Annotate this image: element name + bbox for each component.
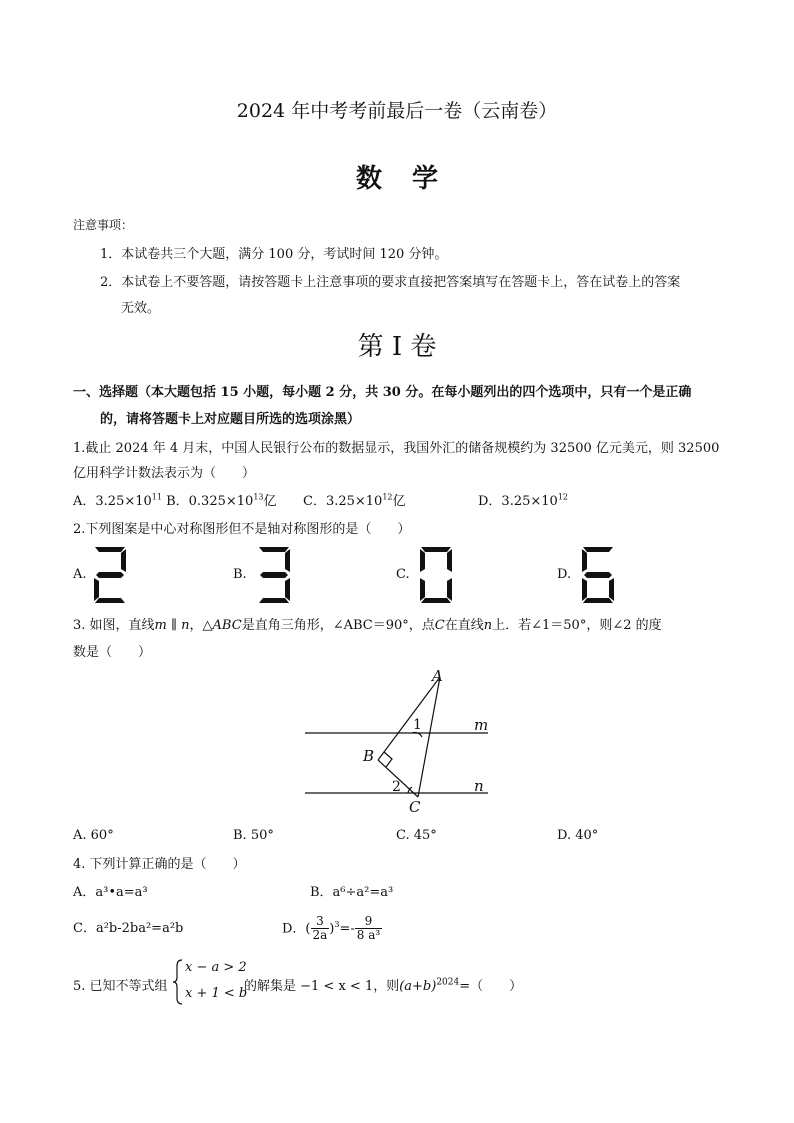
notes-heading: 注意事项：: [73, 218, 134, 232]
section1-line2: 的，请将答题卡上对应题目所选的选项涂黑）: [100, 412, 361, 427]
q3-option-d: D. 40°: [557, 828, 599, 843]
note-item-2-cont: 无效。: [121, 301, 161, 316]
q5-exp: 2024: [436, 977, 460, 988]
q1-option-c-exp: 12: [382, 492, 393, 502]
seg-top: [95, 547, 125, 552]
q1-option-d-text: D．3.25×10: [478, 494, 558, 509]
q4-d-result-fraction: [355, 915, 382, 942]
q1-option-b: B．0.325×10: [161, 494, 254, 509]
seg-middle: [96, 572, 124, 578]
seg-bottom-left: [94, 578, 99, 601]
label-angle-2: 2: [392, 779, 401, 795]
q4-option-d: [282, 906, 382, 948]
digit-3-figure: [254, 544, 294, 606]
q2-label-b: B.: [233, 567, 247, 582]
q4-d-num: 3: [311, 915, 330, 929]
q4-d-close: ): [329, 921, 335, 937]
q4-option-c: C．a²b-2ba²=a²b: [73, 921, 184, 936]
q1-stem-line1: 1.截止 2024 年 4 月末，中国人民银行公布的数据显示，我国外汇的储备规模约为 32500 亿元美元，则 32500: [73, 441, 720, 456]
q4-d-rden: 8 a³: [356, 928, 381, 943]
q4-d-exp: 3: [334, 920, 340, 929]
q3-geometry-figure: [300, 665, 500, 815]
q4-option-b: B．a⁶÷a²=a³: [310, 885, 394, 900]
label-a: A: [432, 667, 443, 685]
q1-option-ab: [73, 490, 277, 509]
right-angle-mark: [384, 752, 392, 767]
q3-text-3: 是直角三角形，∠ABC＝90°，点: [241, 618, 435, 633]
q3-text-1: 3. 如图，直线: [73, 618, 155, 633]
label-m: m: [474, 716, 489, 734]
q3-triangle-name: ABC: [212, 618, 242, 633]
digit-2-figure: [90, 544, 130, 606]
q3-stem-line1: [73, 614, 662, 633]
q5-solution: [244, 975, 522, 994]
q1-option-d-exp: 12: [557, 492, 568, 502]
triangle-symbol: △: [202, 618, 213, 633]
digit-0-figure: [416, 544, 456, 606]
q4-d-eq: =-: [339, 921, 355, 937]
side-ac: [418, 677, 440, 797]
q3-parallel: ∥: [166, 618, 182, 633]
q2-label-c: C.: [396, 567, 410, 582]
volume-title: 第 I 卷: [357, 332, 437, 362]
q3-var-n-2: n: [483, 618, 493, 633]
q2-label-d: D.: [557, 567, 572, 582]
q5-expr: (a+b): [399, 979, 437, 994]
q4-d-den: 2a: [312, 928, 328, 943]
q1-option-a-exp: 11: [151, 492, 162, 502]
q1-option-a: A．3.25×10: [73, 494, 152, 509]
q4-stem: 4. 下列计算正确的是（ ）: [73, 857, 246, 872]
exam-title: 2024 年中考考前最后一卷（云南卷）: [236, 100, 558, 122]
side-ab: [378, 677, 440, 760]
q1-option-c-text: C．3.25×10: [303, 494, 383, 509]
q1-option-b-unit: 亿: [263, 494, 277, 509]
q4-d-prefix: D．(: [282, 921, 311, 937]
q4-d-rnum: 9: [355, 915, 382, 929]
q3-stem-line2: 数是（ ）: [73, 645, 152, 660]
q3-text-5: 上．若∠1＝50°，则∠2 的度: [492, 618, 662, 633]
q5-inequality-1: x − a > 2: [185, 960, 247, 975]
q3-option-b: B. 50°: [233, 828, 274, 843]
q1-option-d: [478, 490, 568, 509]
digit-6-figure: [578, 544, 618, 606]
seg-top-right: [121, 549, 126, 572]
label-c: C: [409, 798, 421, 815]
q3-point-c: C: [434, 618, 445, 633]
label-b: B: [363, 747, 375, 765]
q3-text-4: 在直线: [444, 618, 484, 633]
q1-option-b-exp: 13: [253, 492, 264, 502]
q1-option-c-unit: 亿: [392, 494, 406, 509]
section1-line1: 一、选择题（本大题包括 15 小题，每小题 2 分，共 30 分。在每小题列出的四个选项中，只有一个是正确: [73, 385, 692, 400]
label-angle-1: 1: [413, 717, 422, 733]
q4-d-fraction: [311, 915, 330, 942]
q3-option-a: A. 60°: [73, 828, 114, 843]
q5-inequality-2: x + 1 < b: [185, 986, 248, 1001]
q5-prefix: 5. 已知不等式组: [73, 979, 168, 994]
note-item-2: 2．本试卷上不要答题，请按答题卡上注意事项的要求直接把答案填写在答题卡上，答在试卷上的答案: [100, 275, 681, 290]
note-item-1: 1．本试卷共三个大题，满分 100 分，考试时间 120 分钟。: [100, 247, 448, 262]
q1-option-c: [303, 490, 406, 509]
q4-option-a: A．a³•a=a³: [73, 885, 148, 900]
seg-bottom: [95, 598, 125, 603]
subject-title: 数学: [355, 164, 468, 194]
q3-var-m: m: [154, 618, 167, 633]
label-n: n: [474, 777, 484, 795]
q3-option-c: C. 45°: [396, 828, 437, 843]
q2-label-a: A.: [73, 567, 87, 582]
q3-text-2: ，: [189, 618, 203, 633]
q5-mid: 的解集是 −1 < x < 1，则: [244, 979, 400, 994]
q5-post: =（ ）: [459, 979, 523, 994]
q2-stem: 2.下列图案是中心对称图形但不是轴对称图形的是（ ）: [73, 522, 411, 537]
q5-brace: [172, 958, 184, 1006]
q1-stem-line2: 亿用科学计数法表示为（ ）: [73, 466, 256, 481]
q3-var-n: n: [181, 618, 190, 633]
